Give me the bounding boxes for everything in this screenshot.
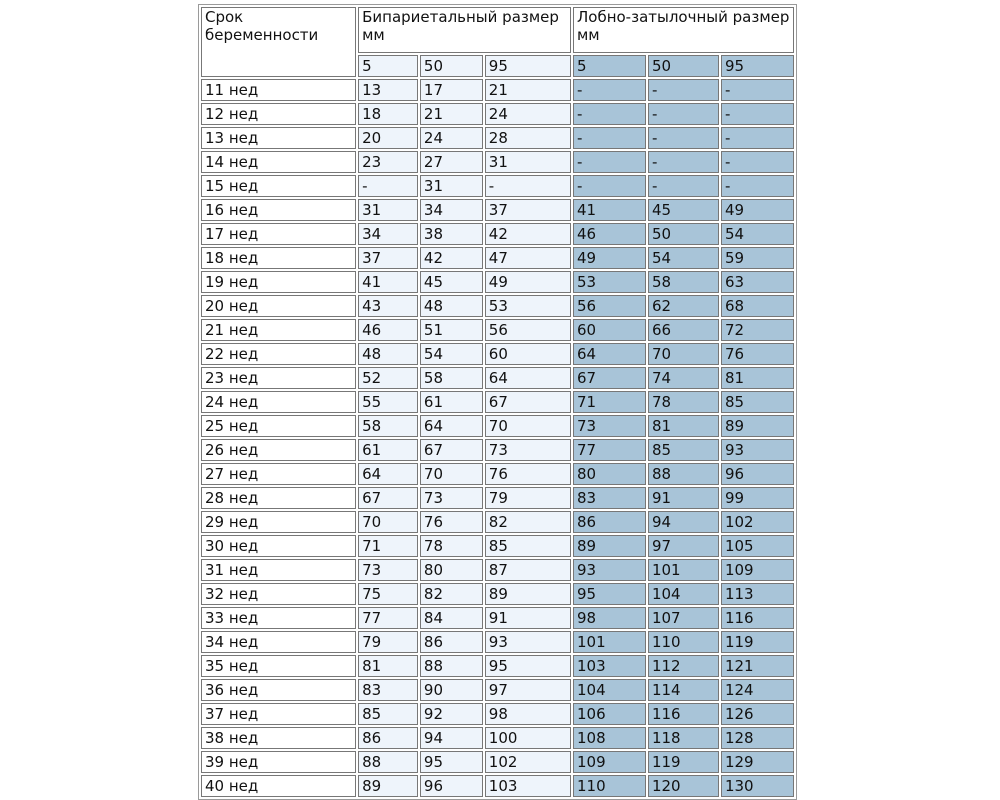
bpd-p50-cell: 67 (420, 439, 483, 461)
bpd-percentile-5: 5 (358, 55, 418, 77)
table-row (201, 487, 794, 509)
ofd-p50-cell: 66 (648, 319, 719, 341)
bpd-p50-cell: 42 (420, 247, 483, 269)
bpd-p50-cell: 82 (420, 583, 483, 605)
bpd-p5-cell: 61 (358, 439, 418, 461)
bpd-p95-cell: 53 (485, 295, 571, 317)
ofd-p5-cell: 95 (573, 583, 646, 605)
week-cell: 17 нед (201, 223, 356, 245)
bpd-p50-cell: 48 (420, 295, 483, 317)
bpd-p95-cell: 102 (485, 751, 571, 773)
bpd-p95-cell: 70 (485, 415, 571, 437)
table-row (201, 199, 794, 221)
table-row (201, 391, 794, 413)
bpd-p50-cell: 54 (420, 343, 483, 365)
ofd-p95-cell: 81 (721, 367, 794, 389)
table-row (201, 655, 794, 677)
ofd-p5-cell: 41 (573, 199, 646, 221)
bpd-p5-cell: 73 (358, 559, 418, 581)
ofd-p50-cell: 81 (648, 415, 719, 437)
ofd-p50-cell: 116 (648, 703, 719, 725)
table-row (201, 415, 794, 437)
table-row (201, 727, 794, 749)
table-row (201, 463, 794, 485)
bpd-p5-cell: 48 (358, 343, 418, 365)
bpd-p50-cell: 17 (420, 79, 483, 101)
week-cell: 13 нед (201, 127, 356, 149)
bpd-p95-cell: 100 (485, 727, 571, 749)
week-cell: 34 нед (201, 631, 356, 653)
week-cell: 40 нед (201, 775, 356, 797)
bpd-p50-cell: 21 (420, 103, 483, 125)
bpd-p5-cell: 70 (358, 511, 418, 533)
bpd-p5-cell: 83 (358, 679, 418, 701)
week-cell: 12 нед (201, 103, 356, 125)
ofd-p95-cell: - (721, 127, 794, 149)
ofd-p95-cell: 124 (721, 679, 794, 701)
bpd-p5-cell: 81 (358, 655, 418, 677)
ofd-p5-cell: 93 (573, 559, 646, 581)
ofd-p50-cell: 94 (648, 511, 719, 533)
ofd-p95-cell: 121 (721, 655, 794, 677)
bpd-p95-cell: 64 (485, 367, 571, 389)
bpd-p5-cell: 58 (358, 415, 418, 437)
bpd-p95-cell: 28 (485, 127, 571, 149)
table-row (201, 175, 794, 197)
ofd-p5-cell: 71 (573, 391, 646, 413)
ofd-p50-cell: - (648, 151, 719, 173)
table-row (201, 703, 794, 725)
bpd-p95-cell: 24 (485, 103, 571, 125)
bpd-p95-cell: 95 (485, 655, 571, 677)
ofd-p50-cell: 110 (648, 631, 719, 653)
bpd-p50-cell: 92 (420, 703, 483, 725)
ofd-p5-cell: 73 (573, 415, 646, 437)
ofd-p5-cell: 49 (573, 247, 646, 269)
bpd-p95-cell: 56 (485, 319, 571, 341)
week-cell: 23 нед (201, 367, 356, 389)
bpd-p5-cell: 64 (358, 463, 418, 485)
ofd-p50-cell: 50 (648, 223, 719, 245)
ofd-p50-cell: - (648, 103, 719, 125)
ofd-p95-cell: 89 (721, 415, 794, 437)
ofd-p50-cell: - (648, 175, 719, 197)
bpd-p5-cell: 20 (358, 127, 418, 149)
header-biparietal: Бипариетальный размер мм (358, 7, 571, 53)
ofd-p5-cell: 77 (573, 439, 646, 461)
ofd-p50-cell: - (648, 79, 719, 101)
bpd-p50-cell: 31 (420, 175, 483, 197)
table-row (201, 439, 794, 461)
ofd-p50-cell: 78 (648, 391, 719, 413)
bpd-p5-cell: 85 (358, 703, 418, 725)
ofd-p50-cell: 104 (648, 583, 719, 605)
bpd-p50-cell: 51 (420, 319, 483, 341)
bpd-p95-cell: 91 (485, 607, 571, 629)
bpd-p50-cell: 78 (420, 535, 483, 557)
bpd-p95-cell: 93 (485, 631, 571, 653)
bpd-p50-cell: 24 (420, 127, 483, 149)
table-row (201, 751, 794, 773)
bpd-p95-cell: 87 (485, 559, 571, 581)
week-cell: 35 нед (201, 655, 356, 677)
ofd-p50-cell: 120 (648, 775, 719, 797)
ofd-p95-cell: 76 (721, 343, 794, 365)
bpd-p50-cell: 96 (420, 775, 483, 797)
ofd-p50-cell: 107 (648, 607, 719, 629)
week-cell: 37 нед (201, 703, 356, 725)
ofd-p5-cell: - (573, 79, 646, 101)
ofd-p50-cell: 119 (648, 751, 719, 773)
ofd-p5-cell: - (573, 175, 646, 197)
table-row (201, 247, 794, 269)
week-cell: 15 нед (201, 175, 356, 197)
ofd-p50-cell: 54 (648, 247, 719, 269)
bpd-p5-cell: 67 (358, 487, 418, 509)
ofd-p50-cell: - (648, 127, 719, 149)
table-row (201, 79, 794, 101)
bpd-p5-cell: 52 (358, 367, 418, 389)
ofd-p95-cell: 109 (721, 559, 794, 581)
table-row (201, 775, 794, 797)
bpd-p5-cell: 46 (358, 319, 418, 341)
week-cell: 26 нед (201, 439, 356, 461)
bpd-p95-cell: 67 (485, 391, 571, 413)
ofd-p5-cell: 103 (573, 655, 646, 677)
bpd-p95-cell: 37 (485, 199, 571, 221)
ofd-p95-cell: 126 (721, 703, 794, 725)
ofd-p50-cell: 45 (648, 199, 719, 221)
bpd-p95-cell: 60 (485, 343, 571, 365)
ofd-p5-cell: 109 (573, 751, 646, 773)
ofd-p50-cell: 62 (648, 295, 719, 317)
ofd-p5-cell: 101 (573, 631, 646, 653)
ofd-p5-cell: 64 (573, 343, 646, 365)
ofd-p95-cell: - (721, 79, 794, 101)
bpd-percentile-95: 95 (485, 55, 571, 77)
week-cell: 39 нед (201, 751, 356, 773)
ofd-p95-cell: 72 (721, 319, 794, 341)
ofd-percentile-50: 50 (648, 55, 719, 77)
ofd-p95-cell: - (721, 103, 794, 125)
ofd-p5-cell: 104 (573, 679, 646, 701)
ofd-p95-cell: - (721, 175, 794, 197)
week-cell: 18 нед (201, 247, 356, 269)
bpd-p95-cell: 42 (485, 223, 571, 245)
bpd-p50-cell: 73 (420, 487, 483, 509)
table-row (201, 223, 794, 245)
bpd-p50-cell: 90 (420, 679, 483, 701)
ofd-p95-cell: 116 (721, 607, 794, 629)
bpd-p50-cell: 45 (420, 271, 483, 293)
ofd-p50-cell: 112 (648, 655, 719, 677)
table-row (201, 127, 794, 149)
bpd-p95-cell: 21 (485, 79, 571, 101)
bpd-p5-cell: 71 (358, 535, 418, 557)
ofd-p95-cell: 96 (721, 463, 794, 485)
ofd-p95-cell: 129 (721, 751, 794, 773)
bpd-p5-cell: 89 (358, 775, 418, 797)
week-cell: 31 нед (201, 559, 356, 581)
bpd-p95-cell: 79 (485, 487, 571, 509)
week-cell: 11 нед (201, 79, 356, 101)
ofd-p95-cell: 105 (721, 535, 794, 557)
table-row (201, 511, 794, 533)
bpd-p95-cell: 31 (485, 151, 571, 173)
ofd-p95-cell: 119 (721, 631, 794, 653)
week-cell: 29 нед (201, 511, 356, 533)
bpd-p50-cell: 76 (420, 511, 483, 533)
week-cell: 19 нед (201, 271, 356, 293)
ofd-p50-cell: 74 (648, 367, 719, 389)
bpd-p5-cell: 77 (358, 607, 418, 629)
bpd-p5-cell: 41 (358, 271, 418, 293)
bpd-p50-cell: 61 (420, 391, 483, 413)
ofd-p95-cell: 113 (721, 583, 794, 605)
bpd-p5-cell: 43 (358, 295, 418, 317)
bpd-p95-cell: 82 (485, 511, 571, 533)
ofd-percentile-5: 5 (573, 55, 646, 77)
ofd-p95-cell: 128 (721, 727, 794, 749)
bpd-p95-cell: 73 (485, 439, 571, 461)
ofd-p95-cell: 63 (721, 271, 794, 293)
table-row (201, 559, 794, 581)
week-cell: 22 нед (201, 343, 356, 365)
fetal-biometry-table-wrapper (198, 4, 797, 800)
bpd-p50-cell: 38 (420, 223, 483, 245)
table-row (201, 367, 794, 389)
table-header-row (201, 7, 794, 53)
bpd-p50-cell: 88 (420, 655, 483, 677)
week-cell: 20 нед (201, 295, 356, 317)
table-row (201, 151, 794, 173)
ofd-p5-cell: 46 (573, 223, 646, 245)
bpd-p50-cell: 34 (420, 199, 483, 221)
bpd-p5-cell: 75 (358, 583, 418, 605)
bpd-p50-cell: 95 (420, 751, 483, 773)
week-cell: 36 нед (201, 679, 356, 701)
bpd-p50-cell: 27 (420, 151, 483, 173)
ofd-p5-cell: 89 (573, 535, 646, 557)
table-row (201, 295, 794, 317)
ofd-p95-cell: 54 (721, 223, 794, 245)
week-cell: 21 нед (201, 319, 356, 341)
ofd-p5-cell: 86 (573, 511, 646, 533)
bpd-p5-cell: 37 (358, 247, 418, 269)
ofd-p50-cell: 97 (648, 535, 719, 557)
ofd-p95-cell: 49 (721, 199, 794, 221)
ofd-p50-cell: 114 (648, 679, 719, 701)
bpd-p95-cell: 47 (485, 247, 571, 269)
ofd-p5-cell: 56 (573, 295, 646, 317)
bpd-p5-cell: 88 (358, 751, 418, 773)
bpd-p5-cell: 34 (358, 223, 418, 245)
header-term: Срок беременности (201, 7, 356, 77)
bpd-p50-cell: 58 (420, 367, 483, 389)
bpd-p5-cell: 79 (358, 631, 418, 653)
ofd-p5-cell: - (573, 151, 646, 173)
bpd-p95-cell: 89 (485, 583, 571, 605)
ofd-p95-cell: - (721, 151, 794, 173)
ofd-p5-cell: 110 (573, 775, 646, 797)
bpd-percentile-50: 50 (420, 55, 483, 77)
ofd-p5-cell: 98 (573, 607, 646, 629)
ofd-p50-cell: 118 (648, 727, 719, 749)
bpd-p5-cell: 86 (358, 727, 418, 749)
bpd-p95-cell: 103 (485, 775, 571, 797)
ofd-p5-cell: 80 (573, 463, 646, 485)
bpd-p50-cell: 86 (420, 631, 483, 653)
bpd-p5-cell: 31 (358, 199, 418, 221)
ofd-p5-cell: 67 (573, 367, 646, 389)
ofd-p95-cell: 93 (721, 439, 794, 461)
header-fronto-occipital: Лобно-затылочный размер мм (573, 7, 794, 53)
table-row (201, 607, 794, 629)
bpd-p50-cell: 64 (420, 415, 483, 437)
week-cell: 33 нед (201, 607, 356, 629)
table-row (201, 343, 794, 365)
ofd-p95-cell: 68 (721, 295, 794, 317)
table-row (201, 319, 794, 341)
week-cell: 14 нед (201, 151, 356, 173)
ofd-p5-cell: - (573, 103, 646, 125)
ofd-p95-cell: 59 (721, 247, 794, 269)
table-row (201, 535, 794, 557)
week-cell: 32 нед (201, 583, 356, 605)
ofd-p95-cell: 85 (721, 391, 794, 413)
bpd-p5-cell: 18 (358, 103, 418, 125)
ofd-percentile-95: 95 (721, 55, 794, 77)
bpd-p50-cell: 84 (420, 607, 483, 629)
bpd-p95-cell: 85 (485, 535, 571, 557)
ofd-p50-cell: 101 (648, 559, 719, 581)
week-cell: 24 нед (201, 391, 356, 413)
ofd-p5-cell: 83 (573, 487, 646, 509)
ofd-p95-cell: 99 (721, 487, 794, 509)
ofd-p50-cell: 91 (648, 487, 719, 509)
table-row (201, 631, 794, 653)
week-cell: 27 нед (201, 463, 356, 485)
ofd-p5-cell: 108 (573, 727, 646, 749)
table-row (201, 583, 794, 605)
ofd-p5-cell: 106 (573, 703, 646, 725)
bpd-p50-cell: 70 (420, 463, 483, 485)
table-row (201, 271, 794, 293)
bpd-p95-cell: 97 (485, 679, 571, 701)
fetal-biometry-table (198, 4, 797, 800)
bpd-p5-cell: 13 (358, 79, 418, 101)
bpd-p5-cell: 23 (358, 151, 418, 173)
bpd-p95-cell: 98 (485, 703, 571, 725)
week-cell: 28 нед (201, 487, 356, 509)
ofd-p5-cell: 53 (573, 271, 646, 293)
ofd-p50-cell: 70 (648, 343, 719, 365)
ofd-p95-cell: 102 (721, 511, 794, 533)
week-cell: 38 нед (201, 727, 356, 749)
week-cell: 16 нед (201, 199, 356, 221)
ofd-p50-cell: 88 (648, 463, 719, 485)
ofd-p50-cell: 58 (648, 271, 719, 293)
ofd-p5-cell: 60 (573, 319, 646, 341)
ofd-p95-cell: 130 (721, 775, 794, 797)
week-cell: 30 нед (201, 535, 356, 557)
week-cell: 25 нед (201, 415, 356, 437)
ofd-p5-cell: - (573, 127, 646, 149)
bpd-p95-cell: - (485, 175, 571, 197)
ofd-p50-cell: 85 (648, 439, 719, 461)
bpd-p95-cell: 76 (485, 463, 571, 485)
bpd-p50-cell: 80 (420, 559, 483, 581)
table-row (201, 103, 794, 125)
table-row (201, 679, 794, 701)
bpd-p5-cell: 55 (358, 391, 418, 413)
bpd-p5-cell: - (358, 175, 418, 197)
bpd-p50-cell: 94 (420, 727, 483, 749)
bpd-p95-cell: 49 (485, 271, 571, 293)
